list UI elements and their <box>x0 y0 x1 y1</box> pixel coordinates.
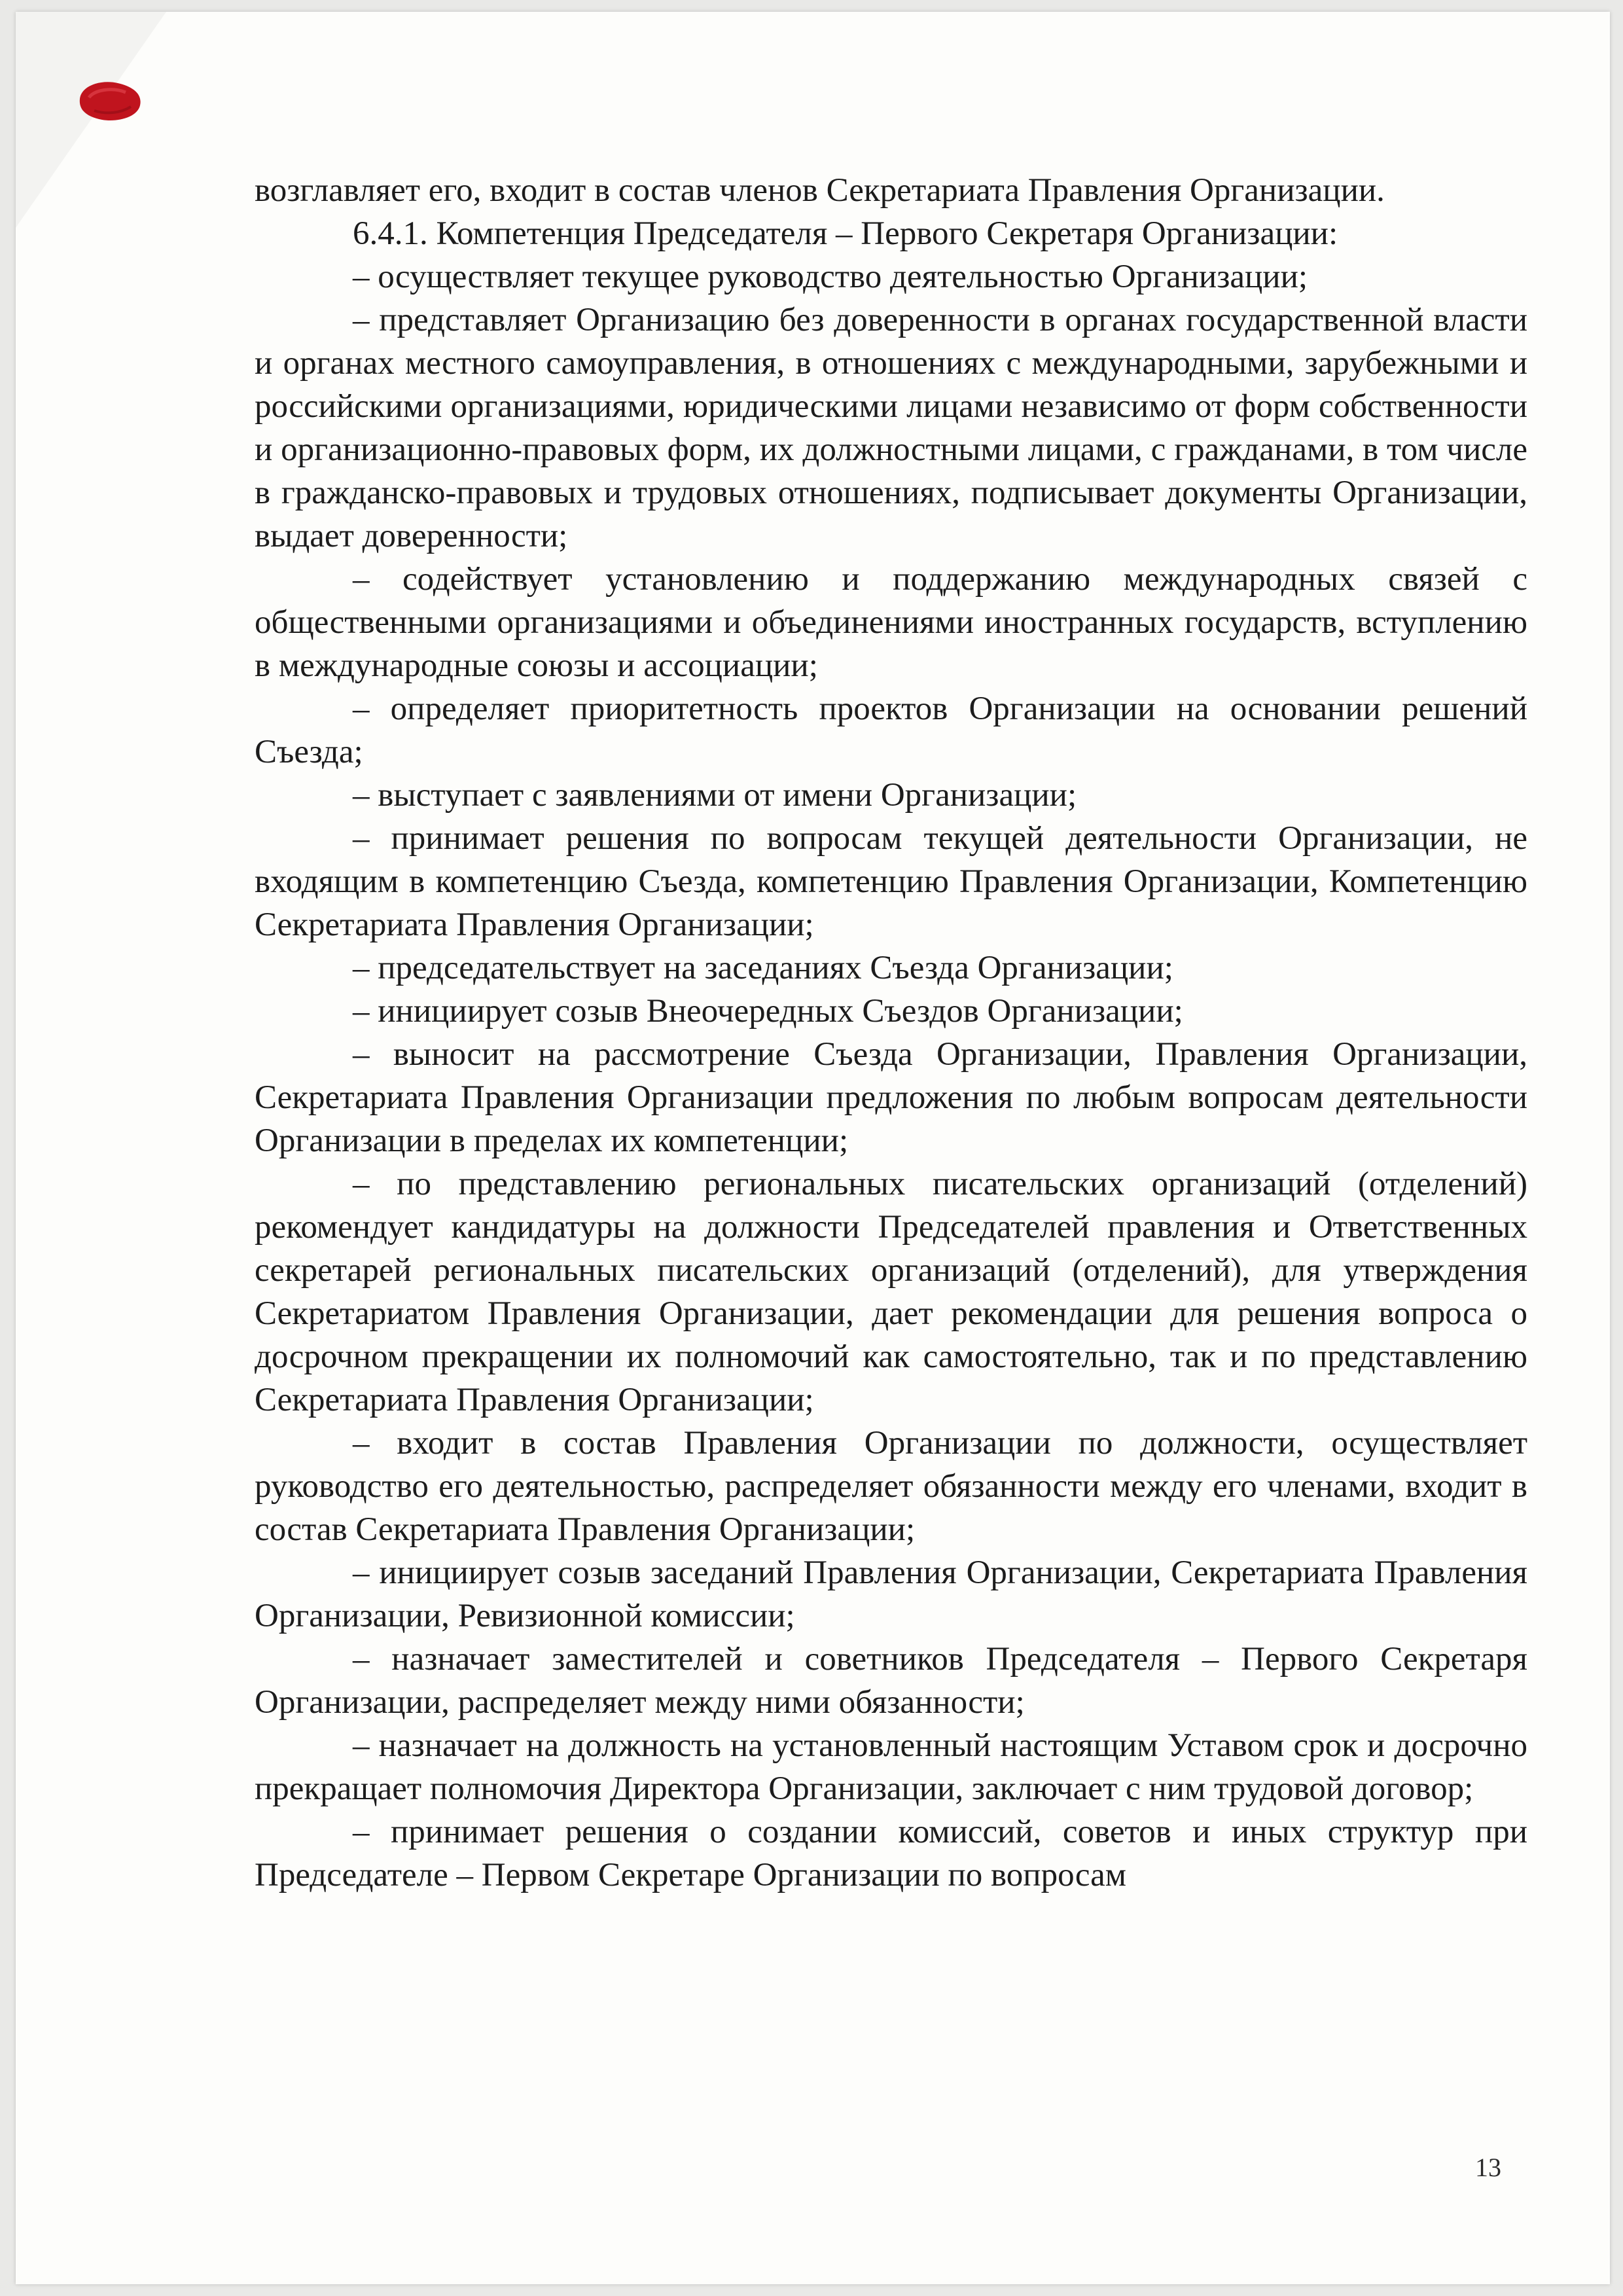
paragraph: – выносит на рассмотрение Съезда Организации, Правления Организации, Секретариата Правления Организации предложения по любым вопросам деятельности Организации в пределах их компетенции; <box>255 1036 1527 1159</box>
document-page <box>16 12 1610 2284</box>
paragraph: – назначает на должность на установленный настоящим Уставом срок и досрочно прекращает полномочия Директора Организации, заключает с ним трудовой договор; <box>255 1727 1527 1807</box>
paragraph: – содействует установлению и поддержанию международных связей с общественными организациями и объединениями иностранных государств, вступлению в международные союзы и ассоциации; <box>255 561 1527 684</box>
paragraph: – принимает решения о создании комиссий, советов и иных структур при Председателе – Первом Секретаре Организации по вопросам <box>255 1814 1527 1893</box>
paragraph: – входит в состав Правления Организации по должности, осуществляет руководство его деятельностью, распределяет обязанности между его членами, входит в состав Секретариата Правления Организации; <box>255 1425 1527 1548</box>
paragraph: – назначает заместителей и советников Председателя – Первого Секретаря Организации, распределяет между ними обязанности; <box>255 1641 1527 1721</box>
paragraph: – инициирует созыв Внеочередных Съездов Организации; <box>353 993 1183 1030</box>
paragraph: – по представлению региональных писательских организаций (отделений) рекомендует кандидатуры на должности Председателей правления и Ответственных секретарей региональных писательских организаций (отделений), для утверждения Секретариатом Правления Организации, дает рекомендации для решения вопроса о досрочном прекращении их полномочий как самостоятельно, так и по представлению Секретариата Правления Организации; <box>255 1166 1527 1418</box>
paragraph: – выступает с заявлениями от имени Организации; <box>353 777 1077 814</box>
paragraph: – осуществляет текущее руководство деятельностью Организации; <box>353 259 1308 295</box>
paragraph: – определяет приоритетность проектов Организации на основании решений Съезда; <box>255 691 1527 770</box>
paragraph: возглавляет его, входит в состав членов Секретариата Правления Организации. <box>255 172 1385 209</box>
paragraph: – инициирует созыв заседаний Правления Организации, Секретариата Правления Организации, Ревизионной комиссии; <box>255 1554 1527 1634</box>
document-body <box>255 169 1527 1897</box>
paragraph: – председательствует на заседаниях Съезда Организации; <box>353 950 1173 986</box>
paragraph: – представляет Организацию без доверенности в органах государственной власти и органах местного самоуправления, в отношениях с международными, зарубежными и российскими организациями, юридическими лицами независимо от форм собственности и организационно-правовых форм, их должностными лицами, с гражданами, в том числе в гражданско-правовых и трудовых отношениях, подписывает документы Организации, выдает доверенности; <box>255 302 1527 554</box>
paragraph: – принимает решения по вопросам текущей деятельности Организации, не входящим в компетенцию Съезда, компетенцию Правления Организации, Компетенцию Секретариата Правления Организации; <box>255 820 1527 943</box>
red-seal-mark <box>75 74 147 126</box>
page-number: 13 <box>1475 2153 1501 2182</box>
paragraph: 6.4.1. Компетенция Председателя – Первого Секретаря Организации: <box>353 215 1338 252</box>
